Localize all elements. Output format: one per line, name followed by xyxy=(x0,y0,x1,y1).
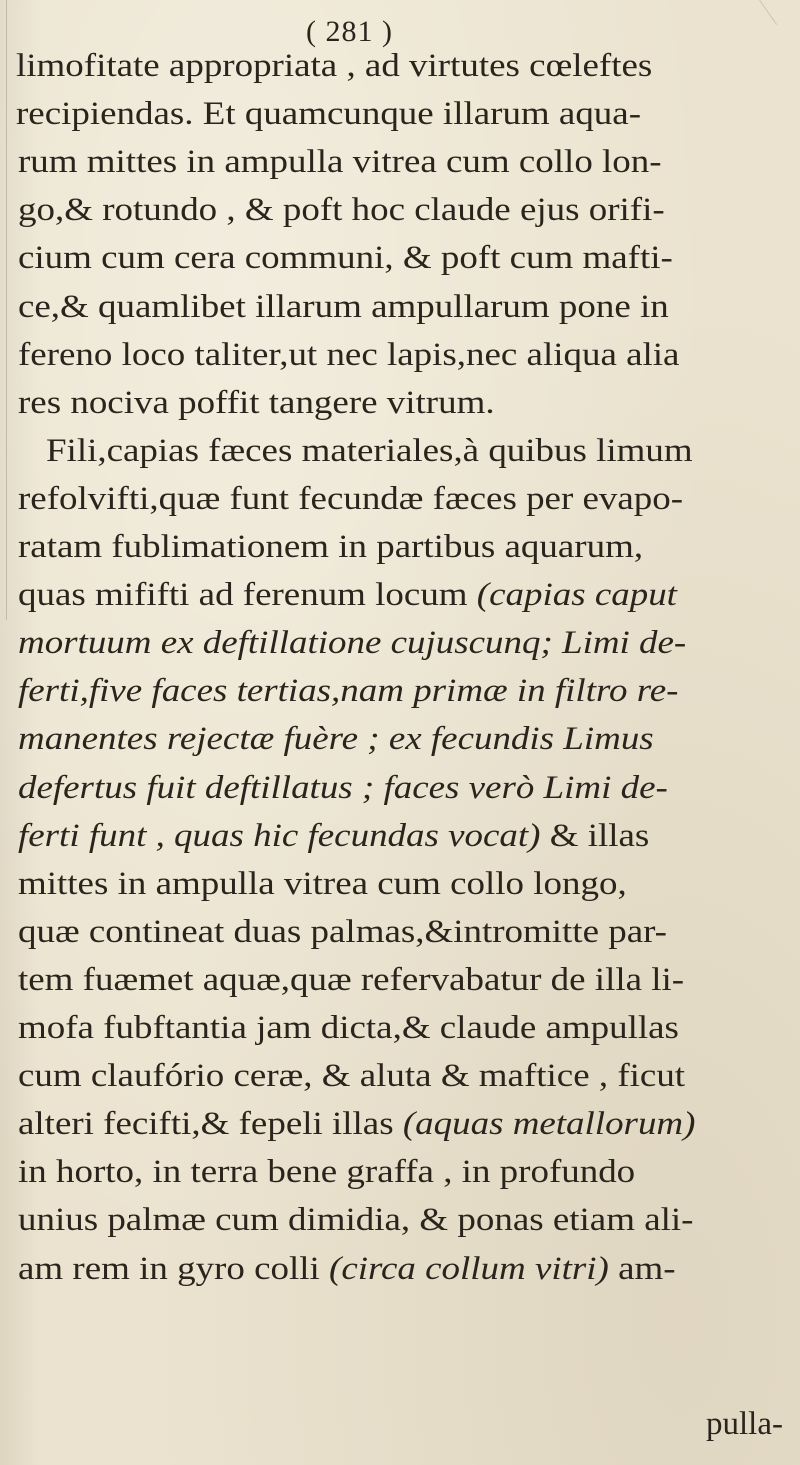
catchword: pulla- xyxy=(706,1406,783,1442)
italic-segment: (circa collum vitri) xyxy=(329,1250,609,1287)
text-segment: limofitate appropriata , ad virtutes cœleftes xyxy=(16,48,653,84)
text-segment: am rem in gyro colli xyxy=(18,1250,330,1287)
text-line xyxy=(18,383,495,423)
text-segment: cum claufório ceræ, & aluta & maftice , ficut xyxy=(18,1058,686,1095)
text-line xyxy=(18,1152,635,1192)
text-line xyxy=(18,1104,695,1144)
text-line xyxy=(18,671,678,711)
text-segment: unius palmæ cum dimidia, & ponas etiam ali- xyxy=(18,1202,694,1239)
italic-segment: (capias caput xyxy=(476,577,677,614)
text-segment: quæ contineat duas palmas,&intromitte par- xyxy=(18,913,667,950)
italic-segment: defertus fuit deftillatus ; faces verò Limi de- xyxy=(18,769,668,806)
page-number: ( 281 ) xyxy=(306,15,393,48)
text-line xyxy=(18,142,662,182)
text-segment: quas mififti ad ferenum locum xyxy=(18,577,477,614)
text-line xyxy=(18,238,673,278)
text-segment: Fili,capias fæces materiales,à quibus limum xyxy=(46,432,693,469)
text-line xyxy=(18,190,665,230)
text-line xyxy=(18,1200,693,1240)
text-line xyxy=(18,912,667,952)
text-segment: ratam fublimationem in partibus aquarum, xyxy=(18,529,644,565)
text-line xyxy=(18,816,649,856)
text-line xyxy=(16,46,652,86)
text-line xyxy=(18,527,643,567)
text-segment: alteri fecifti,& fepeli illas xyxy=(18,1106,403,1143)
text-segment: refolvifti,quæ funt fecundæ fæces per evapo- xyxy=(18,480,684,517)
text-line xyxy=(18,623,686,663)
text-segment: & illas xyxy=(540,817,650,854)
text-line xyxy=(18,768,668,808)
text-segment: go,& rotundo , & poft hoc claude ejus orifi- xyxy=(18,192,665,229)
italic-segment: ferti funt , quas hic fecundas vocat) xyxy=(18,817,541,854)
text-line xyxy=(18,479,683,519)
text-line xyxy=(18,1056,685,1096)
italic-segment: ferti,five faces tertias,nam primæ in filtro re- xyxy=(18,673,679,710)
italic-segment: manentes rejectæ fuère ; ex fecundis Limus xyxy=(18,721,654,758)
text-segment: mofa fubftantia jam dicta,& claude ampullas xyxy=(18,1010,679,1046)
text-line xyxy=(18,575,677,615)
italic-segment: (aquas metallorum) xyxy=(402,1106,696,1143)
text-line xyxy=(18,960,684,1000)
text-segment: mittes in ampulla vitrea cum collo longo, xyxy=(18,865,627,902)
text-segment: fereno loco taliter,ut nec lapis,nec aliqua alia xyxy=(18,336,680,373)
text-segment: rum mittes in ampulla vitrea cum collo lon- xyxy=(18,144,662,181)
text-segment: tem fuæmet aquæ,quæ refervabatur de illa li- xyxy=(18,961,685,998)
page-corner-fold xyxy=(759,0,777,25)
text-line xyxy=(46,431,693,471)
text-line xyxy=(18,1249,676,1289)
text-line xyxy=(18,287,669,327)
gutter-edge xyxy=(6,0,7,620)
text-line xyxy=(18,864,627,904)
text-segment: cium cum cera communi, & poft cum mafti- xyxy=(18,240,673,277)
text-line xyxy=(18,335,679,375)
text-line xyxy=(16,94,641,134)
text-segment: recipiendas. Et quamcunque illarum aqua- xyxy=(16,96,642,133)
text-segment: am- xyxy=(608,1250,676,1287)
text-segment: res nociva poffit tangere vitrum. xyxy=(18,384,495,421)
text-line xyxy=(18,719,654,759)
text-segment: ce,& quamlibet illarum ampullarum pone in xyxy=(18,288,669,325)
text-segment: in horto, in terra bene graffa , in profundo xyxy=(18,1154,636,1191)
text-line xyxy=(18,1008,679,1048)
italic-segment: mortuum ex deftillatione cujuscunq; Limi de- xyxy=(18,625,687,662)
